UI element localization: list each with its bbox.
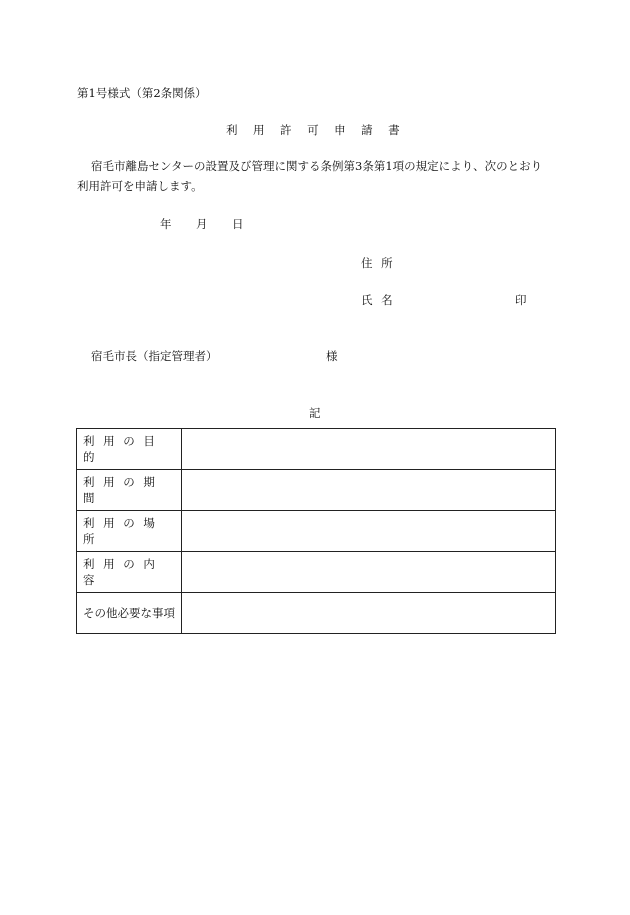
intro-text-line2: 利用許可を申請します。 xyxy=(77,179,203,193)
form-title: 利用許可申請書 xyxy=(226,123,416,137)
date-month-label: 月 xyxy=(196,217,208,231)
row-label-period xyxy=(77,470,182,511)
row-value-place[interactable] xyxy=(182,511,556,552)
row-value-purpose[interactable] xyxy=(182,429,556,470)
row-value-period[interactable] xyxy=(182,470,556,511)
table-row xyxy=(77,429,556,470)
row-label-text: 利用の場所 xyxy=(83,516,164,546)
seal-label: 印 xyxy=(515,293,527,307)
row-label-other xyxy=(77,593,182,634)
row-label-text: 利用の内容 xyxy=(83,557,164,587)
row-label-place xyxy=(77,511,182,552)
form-number: 第1号様式（第2条関係） xyxy=(77,86,207,100)
table-row xyxy=(77,470,556,511)
addressee: 宿毛市長（指定管理者） xyxy=(91,349,218,363)
table-row xyxy=(77,511,556,552)
row-label-content xyxy=(77,552,182,593)
row-value-content[interactable] xyxy=(182,552,556,593)
address-label: 住所 xyxy=(361,256,402,270)
row-label-text: 利用の期間 xyxy=(83,475,164,505)
record-heading: 記 xyxy=(309,406,321,420)
application-items-table xyxy=(76,428,556,634)
intro-text-line1: 宿毛市離島センターの設置及び管理に関する条例第3条第1項の規定により、次のとおり xyxy=(91,159,543,173)
row-label-purpose xyxy=(77,429,182,470)
table-row xyxy=(77,552,556,593)
row-label-text: 利用の目的 xyxy=(83,434,164,464)
row-value-other[interactable] xyxy=(182,593,556,634)
date-day-label: 日 xyxy=(232,217,244,231)
row-label-text: その他必要な事項 xyxy=(83,606,175,620)
table-row xyxy=(77,593,556,634)
date-year-label: 年 xyxy=(160,217,172,231)
name-label: 氏名 xyxy=(361,293,402,307)
addressee-honorific: 様 xyxy=(326,349,338,363)
